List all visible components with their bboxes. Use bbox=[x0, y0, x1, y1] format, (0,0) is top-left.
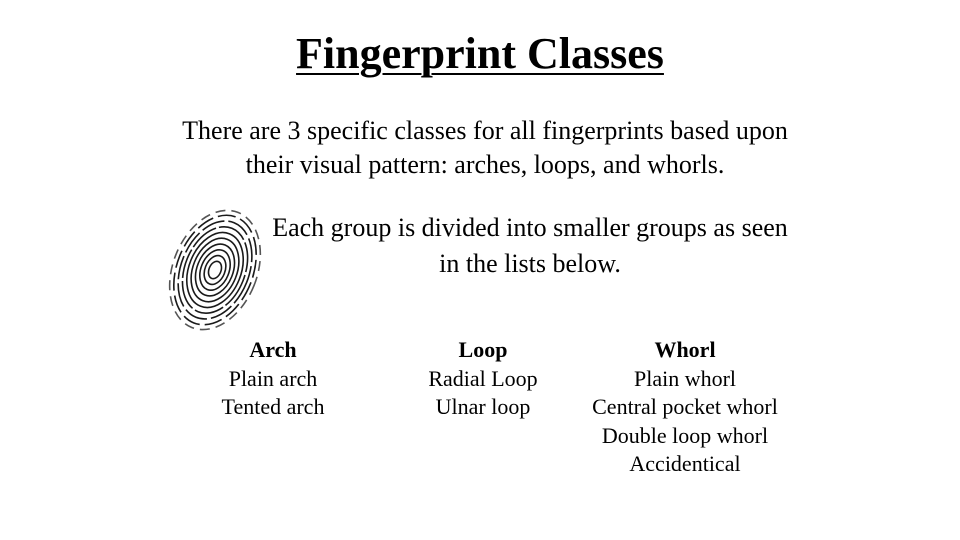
arch-column bbox=[193, 336, 353, 422]
list-item: Plain arch bbox=[228, 365, 318, 391]
list-item: Radial Loop bbox=[428, 365, 538, 391]
whorl-column bbox=[575, 336, 795, 479]
list-item: Tented arch bbox=[221, 394, 325, 419]
column-heading: Whorl bbox=[654, 337, 716, 362]
intro-paragraph: There are 3 specific classes for all fingerprints based upon their visual pattern: arches, loops, and whorls. bbox=[182, 116, 788, 179]
subgroup-note: Each group is divided into smaller groups as seen in the lists below. bbox=[272, 213, 788, 278]
loop-column bbox=[403, 336, 563, 422]
fingerprint-icon bbox=[160, 200, 270, 340]
column-heading: Loop bbox=[458, 337, 508, 362]
list-item: Plain whorl bbox=[633, 365, 737, 391]
list-item: Accidentical bbox=[629, 451, 741, 476]
list-item: Central pocket whorl bbox=[592, 394, 778, 419]
slide-title: Fingerprint Classes bbox=[296, 29, 664, 78]
list-item: Double loop whorl bbox=[601, 422, 769, 448]
column-heading: Arch bbox=[249, 337, 297, 362]
list-item: Ulnar loop bbox=[435, 394, 531, 419]
